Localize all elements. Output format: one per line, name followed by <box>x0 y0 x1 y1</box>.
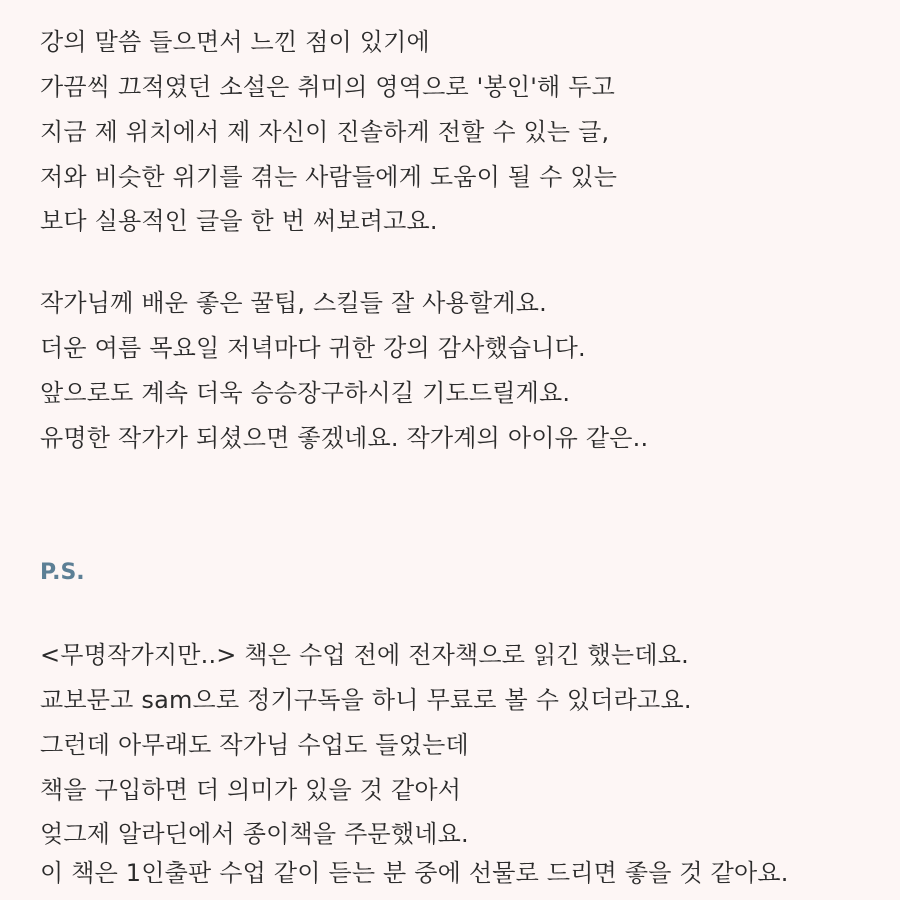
paragraph1-line-3: 지금 제 위치에서 제 자신이 진솔하게 전할 수 있는 글, <box>40 118 610 146</box>
paragraph1-line-5: 보다 실용적인 글을 한 번 써보려고요. <box>40 207 438 235</box>
paragraph3-line-5: 엊그제 알라딘에서 종이책을 주문했네요. <box>40 820 469 848</box>
paragraph2-line-2: 더운 여름 목요일 저녁마다 귀한 강의 감사했습니다. <box>40 334 586 362</box>
paragraph3-line-6: 이 책은 1인출판 수업 같이 듣는 분 중에 선물로 드리면 좋을 것 같아요. <box>40 859 789 887</box>
paragraph1-line-1: 강의 말씀 들으면서 느낀 점이 있기에 <box>40 28 430 56</box>
paragraph2-line-3: 앞으로도 계속 더욱 승승장구하시길 기도드릴게요. <box>40 379 571 407</box>
paragraph3-line-3: 그런데 아무래도 작가님 수업도 들었는데 <box>40 731 469 759</box>
paragraph3-line-4: 책을 구입하면 더 의미가 있을 것 같아서 <box>40 776 462 804</box>
paragraph3-line-1: <무명작가지만..> 책은 수업 전에 전자책으로 읽긴 했는데요. <box>40 641 689 669</box>
ps-heading: P.S. <box>40 560 85 585</box>
paragraph1-line-2: 가끔씩 끄적였던 소설은 취미의 영역으로 '봉인'해 두고 <box>40 73 616 101</box>
paragraph2-line-4: 유명한 작가가 되셨으면 좋겠네요. 작가계의 아이유 같은.. <box>40 424 649 452</box>
paragraph3-line-2: 교보문고 sam으로 정기구독을 하니 무료로 볼 수 있더라고요. <box>40 686 692 714</box>
paragraph2-line-1: 작가님께 배운 좋은 꿀팁, 스킬들 잘 사용할게요. <box>40 289 547 317</box>
paragraph1-line-4: 저와 비슷한 위기를 겪는 사람들에게 도움이 될 수 있는 <box>40 163 618 191</box>
